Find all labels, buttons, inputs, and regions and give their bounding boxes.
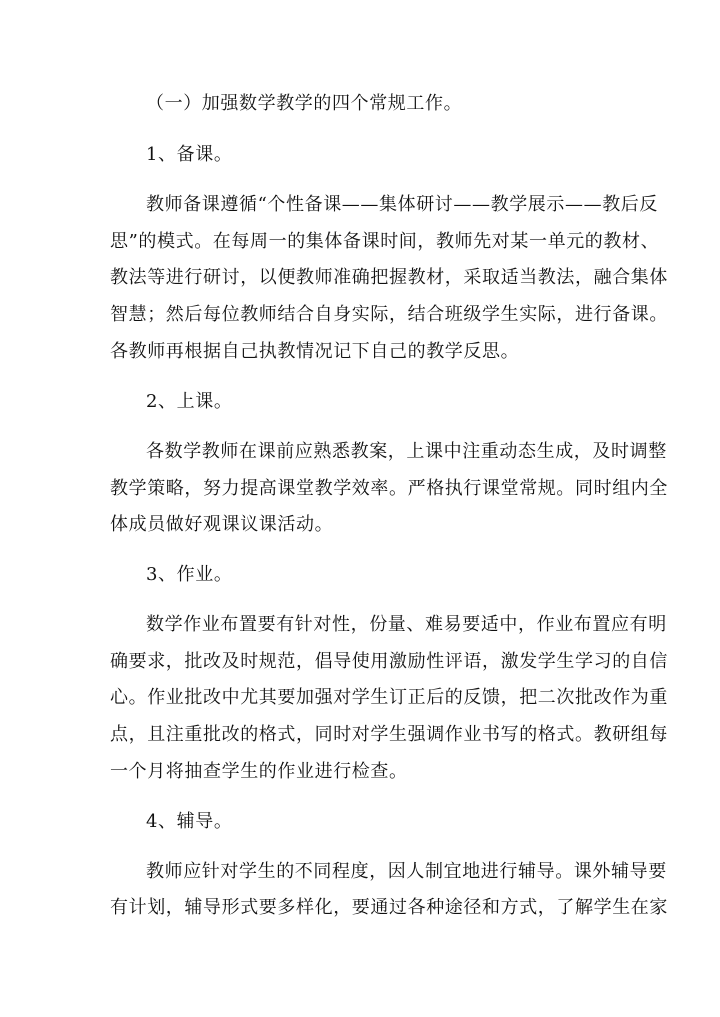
- paragraph-line: 各数学教师在课前应熟悉教案，上课中注重动态生成，及时调整: [146, 441, 667, 462]
- item-title-class: 2、上课。: [146, 391, 233, 412]
- paragraph-line: 点，且注重批改的格式，同时对学生强调作业书写的格式。教研组每: [110, 724, 668, 745]
- paragraph-line: 教师应针对学生的不同程度，因人制宜地进行辅导。课外辅导要: [146, 861, 667, 882]
- section-heading: （一）加强数学教学的四个常规工作。: [146, 93, 463, 114]
- paragraph-line: 智慧；然后每位教师结合自身实际，结合班级学生实际，进行备课。: [110, 304, 668, 325]
- item-title-homework: 3、作业。: [146, 564, 233, 585]
- paragraph-line: 教法等进行研讨，以便教师准确把握教材，采取适当教法，融合集体: [110, 267, 668, 288]
- paragraph-line: 思”的模式。在每周一的集体备课时间，教师先对某一单元的教材、: [110, 231, 660, 252]
- paragraph-line: 一个月将抽查学生的作业进行检查。: [110, 761, 408, 782]
- paragraph-line: 教师备课遵循“个性备课——集体研讨——教学展示——教后反: [146, 194, 658, 215]
- paragraph-line: 确要求，批改及时规范，倡导使用激励性评语，激发学生学习的自信: [110, 651, 668, 672]
- paragraph-line: 数学作业布置要有针对性，份量、难易要适中，作业布置应有明: [146, 614, 667, 635]
- item-title-preparation: 1、备课。: [146, 144, 233, 165]
- item-title-tutoring: 4、辅导。: [146, 811, 233, 832]
- paragraph-line: 体成员做好观课议课活动。: [110, 514, 334, 535]
- paragraph-line: 教学策略，努力提高课堂教学效率。严格执行课堂常规。同时组内全: [110, 478, 668, 499]
- paragraph-line: 有计划，辅导形式要多样化，要通过各种途径和方式，了解学生在家: [110, 897, 668, 918]
- paragraph-line: 心。作业批改中尤其要加强对学生订正后的反馈，把二次批改作为重: [110, 687, 668, 708]
- paragraph-line: 各教师再根据自己执教情况记下自己的教学反思。: [110, 341, 520, 362]
